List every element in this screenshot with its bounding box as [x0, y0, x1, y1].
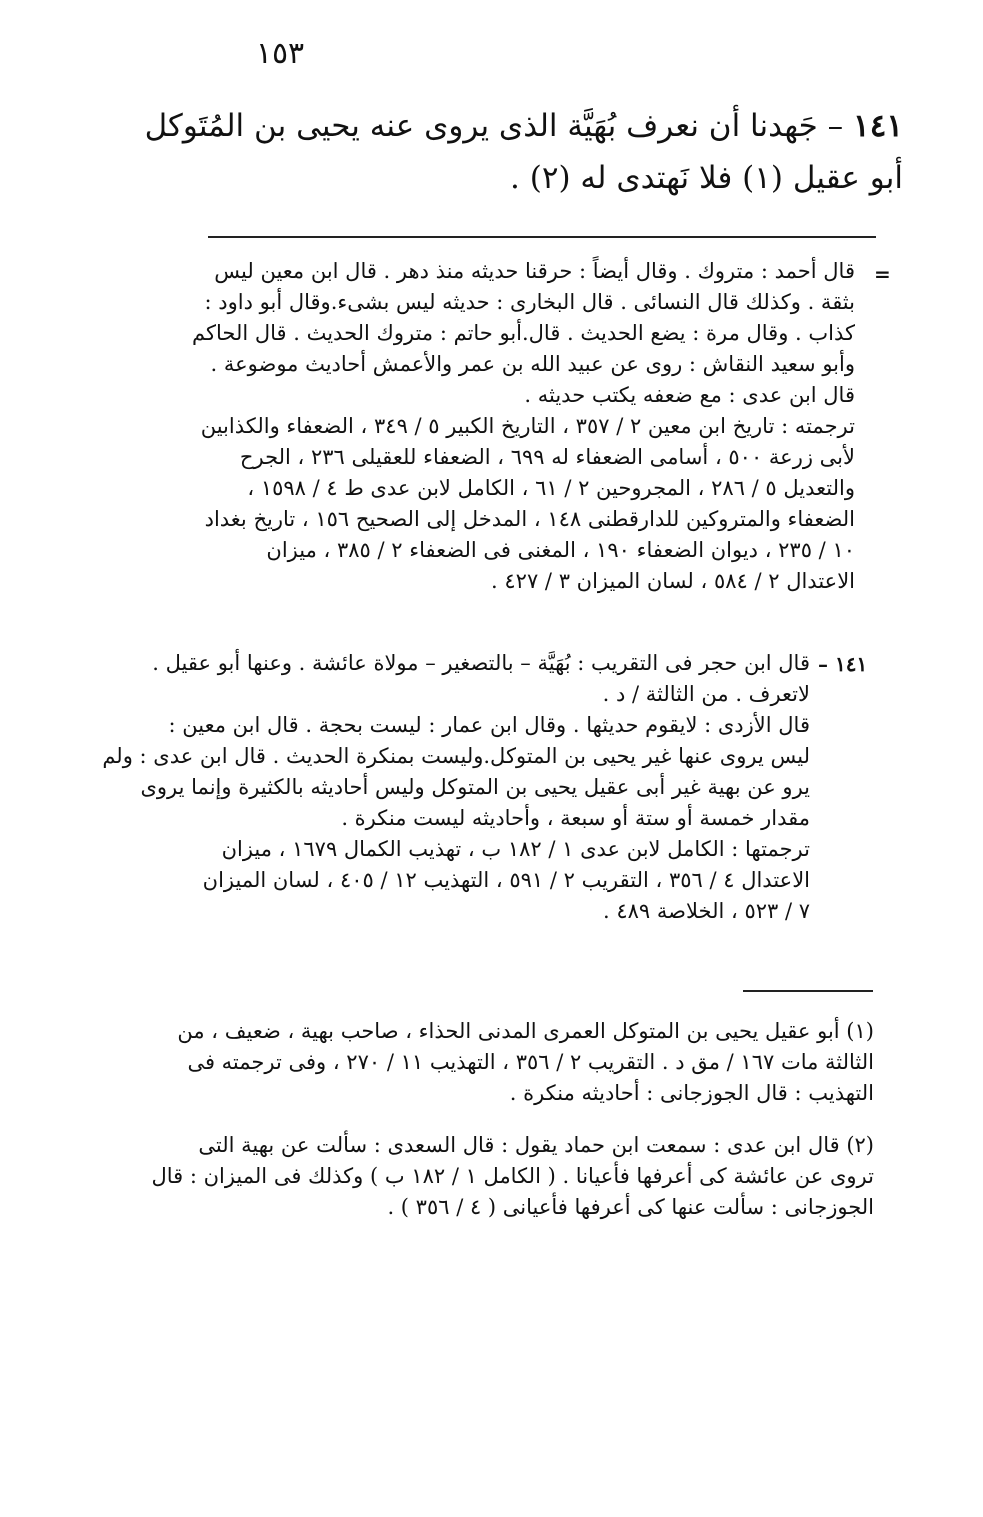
footnote-line: الثالثة مات ١٦٧ / مق د . التقريب ٢ / ٣٥٦ ، التهذيب ١١ / ٢٧٠ ، وفى ترجمته فى: [187, 1050, 874, 1074]
footnote-line: (١) أبو عقيل يحيى بن المتوكل العمرى المدنى الحذاء ، صاحب بهية ، ضعيف ، من: [177, 1019, 874, 1043]
note-line: قال الأزدى : لايقوم حديثها . وقال ابن عمار : ليست بحجة . قال ابن معين :: [168, 713, 810, 737]
note-line: لاتعرف . من الثالثة / د .: [602, 682, 810, 706]
note-line: كذاب . وقال مرة : يضع الحديث . قال.أبو حاتم : متروك الحديث . قال الحاكم: [192, 321, 855, 345]
note-line: ٧ / ٥٢٣ ، الخلاصة ٤٨٩ .: [603, 899, 810, 923]
continuation-marker: =: [874, 262, 891, 286]
note-line: والتعديل ٥ / ٢٨٦ ، المجروحين ٢ / ٦١ ، الكامل لابن عدى ط ٤ / ١٥٩٨ ،: [247, 476, 855, 500]
note-line: قال أحمد : متروك . وقال أيضاً : حرقنا حديثه منذ دهر . قال ابن معين ليس: [214, 259, 855, 283]
footnote-line: (٢) قال ابن عدى : سمعت ابن حماد يقول : قال السعدى : سألت عن بهية التى: [198, 1133, 874, 1157]
note-141-marker: ١٤١ –: [818, 652, 868, 676]
footnote-2: [151, 1130, 874, 1223]
note-line: ليس يروى عنها غير يحيى بن المتوكل.وليست بمنكرة الحديث . قال ابن عدى : ولم: [102, 744, 810, 768]
footnote-1: [172, 1016, 874, 1109]
main-text-content-1: – جَهدنا أن نعرف بُهَيَّة الذى يروى عنه يحيى بن المُتَوكل: [144, 108, 844, 144]
note-141: [102, 648, 810, 927]
footnote-rule: [743, 990, 873, 992]
note-line: لأبى زرعة ٥٠٠ ، أسامى الضعفاء له ٦٩٩ ، الضعفاء للعقيلى ٢٣٦ ، الجرح: [239, 445, 855, 469]
note-line: مقدار خمسة أو ستة أو سبعة ، وأحاديثه ليست منكرة .: [341, 806, 810, 830]
main-text-content-2: أبو عقيل (١) فلا نَهتدى له (٢) .: [510, 160, 903, 196]
footnote-line: الجوزجانى : سألت عنها كى أعرفها فأعيانى ( ٤ / ٣٥٦ ) .: [387, 1195, 874, 1219]
note-line: قال ابن حجر فى التقريب : بُهَيَّة – بالتصغير – مولاة عائشة . وعنها أبو عقيل .: [152, 651, 810, 675]
footnote-line: تروى عن عائشة كى أعرفها فأعيانا . ( الكامل ١ / ١٨٢ ب ) وكذلك فى الميزان : قال: [151, 1164, 874, 1188]
note-line: الاعتدال ٤ / ٣٥٦ ، التقريب ٢ / ٥٩١ ، التهذيب ١٢ / ٤٠٥ ، لسان الميزان: [202, 868, 810, 892]
entry-number: ١٤١: [853, 108, 903, 144]
note-line: الاعتدال ٢ / ٥٨٤ ، لسان الميزان ٣ / ٤٢٧ .: [491, 569, 855, 593]
main-text-line-1: [144, 108, 903, 144]
continued-note: [192, 256, 855, 597]
note-line: بثقة . وكذلك قال النسائى . قال البخارى : حديثه ليس بشىء.وقال أبو داود :: [204, 290, 855, 314]
page-number: ١٥٣: [255, 36, 305, 71]
note-line: ترجمتها : الكامل لابن عدى ١ / ١٨٢ ب ، تهذيب الكمال ١٦٧٩ ، ميزان: [221, 837, 810, 861]
note-line: الضعفاء والمتروكين للدارقطنى ١٤٨ ، المدخل إلى الصحيح ١٥٦ ، تاريخ بغداد: [204, 507, 855, 531]
note-line: ترجمته : تاريخ ابن معين ٢ / ٣٥٧ ، التاريخ الكبير ٥ / ٣٤٩ ، الضعفاء والكذابين: [200, 414, 855, 438]
note-line: ١٠ / ٢٣٥ ، ديوان الضعفاء ١٩٠ ، المغنى فى الضعفاء ٢ / ٣٨٥ ، ميزان: [266, 538, 855, 562]
note-line: وأبو سعيد النقاش : روى عن عبيد الله بن عمر والأعمش أحاديث موضوعة .: [210, 352, 855, 376]
separator-rule: [208, 236, 876, 238]
note-line: يرو عن بهية غير أبى عقيل يحيى بن المتوكل وليس أحاديثه بالكثيرة وإنما يروى: [140, 775, 810, 799]
footnote-line: التهذيب : قال الجوزجانى : أحاديثه منكرة .: [509, 1081, 874, 1105]
note-line: قال ابن عدى : مع ضعفه يكتب حديثه .: [524, 383, 855, 407]
main-text-line-2: [180, 160, 903, 196]
